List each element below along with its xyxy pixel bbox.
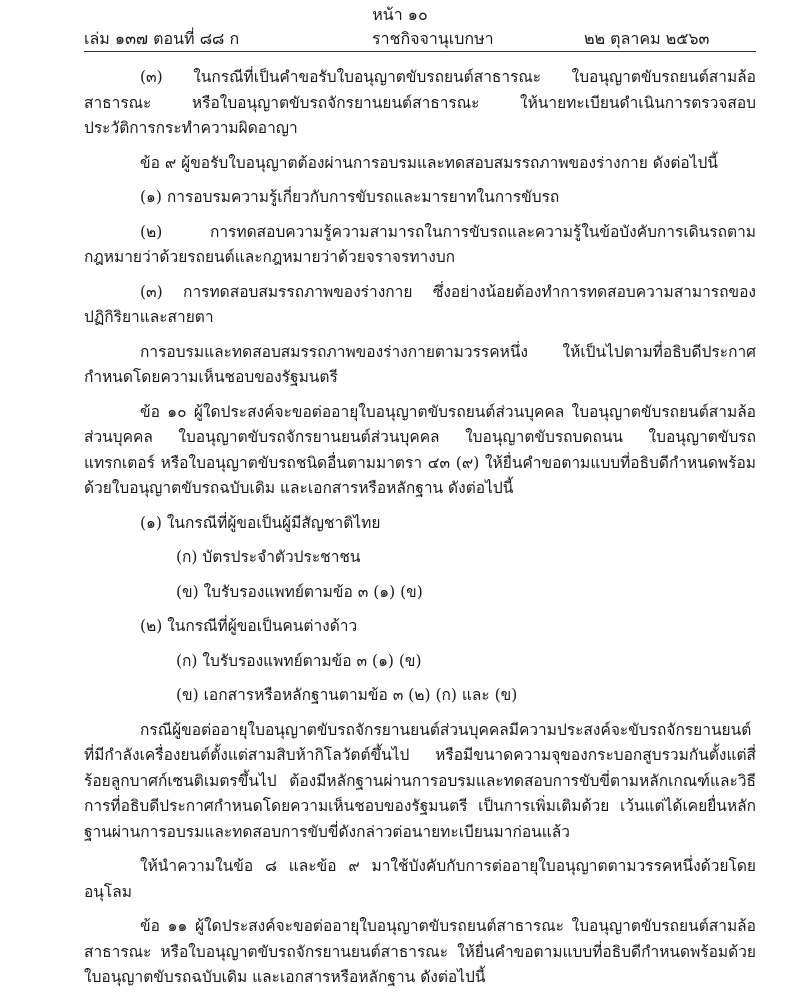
page-header xyxy=(0,27,800,51)
gazette-title: ราชกิจจานุเบกษา xyxy=(372,29,494,48)
paragraph-foreigner: (๒) ในกรณีที่ผู้ขอเป็นคนต่างด้าว xyxy=(140,617,358,635)
paragraph-section-10: ข้อ ๑๐ ผู้ใดประสงค์จะขอต่ออายุใบอนุญาตขับรถยนต์ส่วนบุคคล ใบอนุญาตขับรถยนต์สามล้อส่วนบุคคล ใบอนุญาตขับรถจักรยานยนต์ส่วนบุคคล ใบอนุญาตขับรถบดถนน ใบอนุญาตขับรถแทรกเตอร์ หรือใบอนุญาตขับรถชนิดอื่นตามมาตรา ๔๓ (๙) ให้ยื่นคำขอตามแบบที่อธิบดีกำหนดพร้อมด้วยใบอนุญาตขับรถฉบับเดิม และเอกสารหรือหลักฐาน ดังต่อไปนี้ xyxy=(84,402,756,497)
volume-issue: เล่ม ๑๓๗ ตอนที่ ๘๘ ก xyxy=(84,29,240,48)
paragraph-clause-3: (๓) ในกรณีที่เป็นคำขอรับใบอนุญาตขับรถยนต์สาธารณะ ใบอนุญาตขับรถยนต์สามล้อสาธารณะ หรือใบอนุญาตขับรถจักรยานยนต์สาธารณะ ให้นายทะเบียนดำเนินการตรวจสอบประวัติการกระทำความผิดอาญา xyxy=(84,68,756,137)
paragraph-item-2: (๒) การทดสอบความรู้ความสามารถในการขับรถและความรู้ในข้อบังคับการเดินรถตามกฎหมายว่าด้วยรถยนต์และกฎหมายว่าด้วยจราจรทางบก xyxy=(84,222,756,266)
paragraph-thai-national: (๑) ในกรณีที่ผู้ขอเป็นผู้มีสัญชาติไทย xyxy=(140,513,381,532)
page-number: หน้า ๑๐ xyxy=(372,5,428,24)
header-divider xyxy=(84,51,756,52)
list-item-foreign-medical-cert: (ก) ใบรับรองแพทย์ตามข้อ ๓ (๑) (ข) xyxy=(176,651,422,670)
document-body xyxy=(84,65,756,991)
paragraph-motorcycle-renewal: กรณีผู้ขอต่ออายุใบอนุญาตขับรถจักรยานยนต์ส่วนบุคคลมีความประสงค์จะขับรถจักรยานยนต์ที่มีกำลังเครื่องยนต์ตั้งแต่สามสิบห้ากิโลวัตต์ขึ้นไป หรือมีขนาดความจุของกระบอกสูบรวมกันตั้งแต่สี่ร้อยลูกบาศก์เซนติเมตรขึ้นไป ต้องมีหลักฐานผ่านการอบรมและทดสอบการขับขี่ตามหลักเกณฑ์และวิธีการที่อธิบดีประกาศกำหนดโดยความเห็นชอบของรัฐมนตรี เป็นการเพิ่มเติมด้วย เว้นแต่ได้เคยยื่นหลักฐานผ่านการอบรมและทดสอบการขับขี่ดังกล่าวต่อนายทะเบียนมาก่อนแล้ว xyxy=(84,720,756,841)
paragraph-section-11: ข้อ ๑๑ ผู้ใดประสงค์จะขอต่ออายุใบอนุญาตขับรถยนต์สาธารณะ ใบอนุญาตขับรถยนต์สามล้อสาธารณะ หรือใบอนุญาตขับรถจักรยานยนต์สาธารณะ ให้ยื่นคำขอตามแบบที่อธิบดีกำหนดพร้อมด้วยใบอนุญาตขับรถฉบับเดิม และเอกสารหรือหลักฐาน ดังต่อไปนี้ xyxy=(84,917,756,986)
publication-date: ๒๒ ตุลาคม ๒๕๖๓ xyxy=(584,29,710,48)
paragraph-training-note: การอบรมและทดสอบสมรรถภาพของร่างกายตามวรรคหนึ่ง ให้เป็นไปตามที่อธิบดีประกาศกำหนดโดยความเห็นชอบของรัฐมนตรี xyxy=(84,342,756,386)
list-item-id-card: (ก) บัตรประจำตัวประชาชน xyxy=(176,548,361,566)
paragraph-apply-mutatis: ให้นำความในข้อ ๘ และข้อ ๙ มาใช้บังคับกับการต่ออายุใบอนุญาตตามวรรคหนึ่งด้วยโดยอนุโลม xyxy=(84,857,756,901)
paragraph-item-3: (๓) การทดสอบสมรรถภาพของร่างกาย ซึ่งอย่างน้อยต้องทำการทดสอบความสามารถของปฏิกิริยาและสายตา xyxy=(84,282,756,326)
list-item-medical-cert: (ข) ใบรับรองแพทย์ตามข้อ ๓ (๑) (ข) xyxy=(176,582,423,601)
list-item-foreign-documents: (ข) เอกสารหรือหลักฐานตามข้อ ๓ (๒) (ก) และ (ข) xyxy=(176,686,518,704)
paragraph-section-9: ข้อ ๙ ผู้ขอรับใบอนุญาตต้องผ่านการอบรมและทดสอบสมรรถภาพของร่างกาย ดังต่อไปนี้ xyxy=(140,153,718,172)
paragraph-item-1: (๑) การอบรมความรู้เกี่ยวกับการขับรถและมารยาทในการขับรถ xyxy=(140,188,560,206)
